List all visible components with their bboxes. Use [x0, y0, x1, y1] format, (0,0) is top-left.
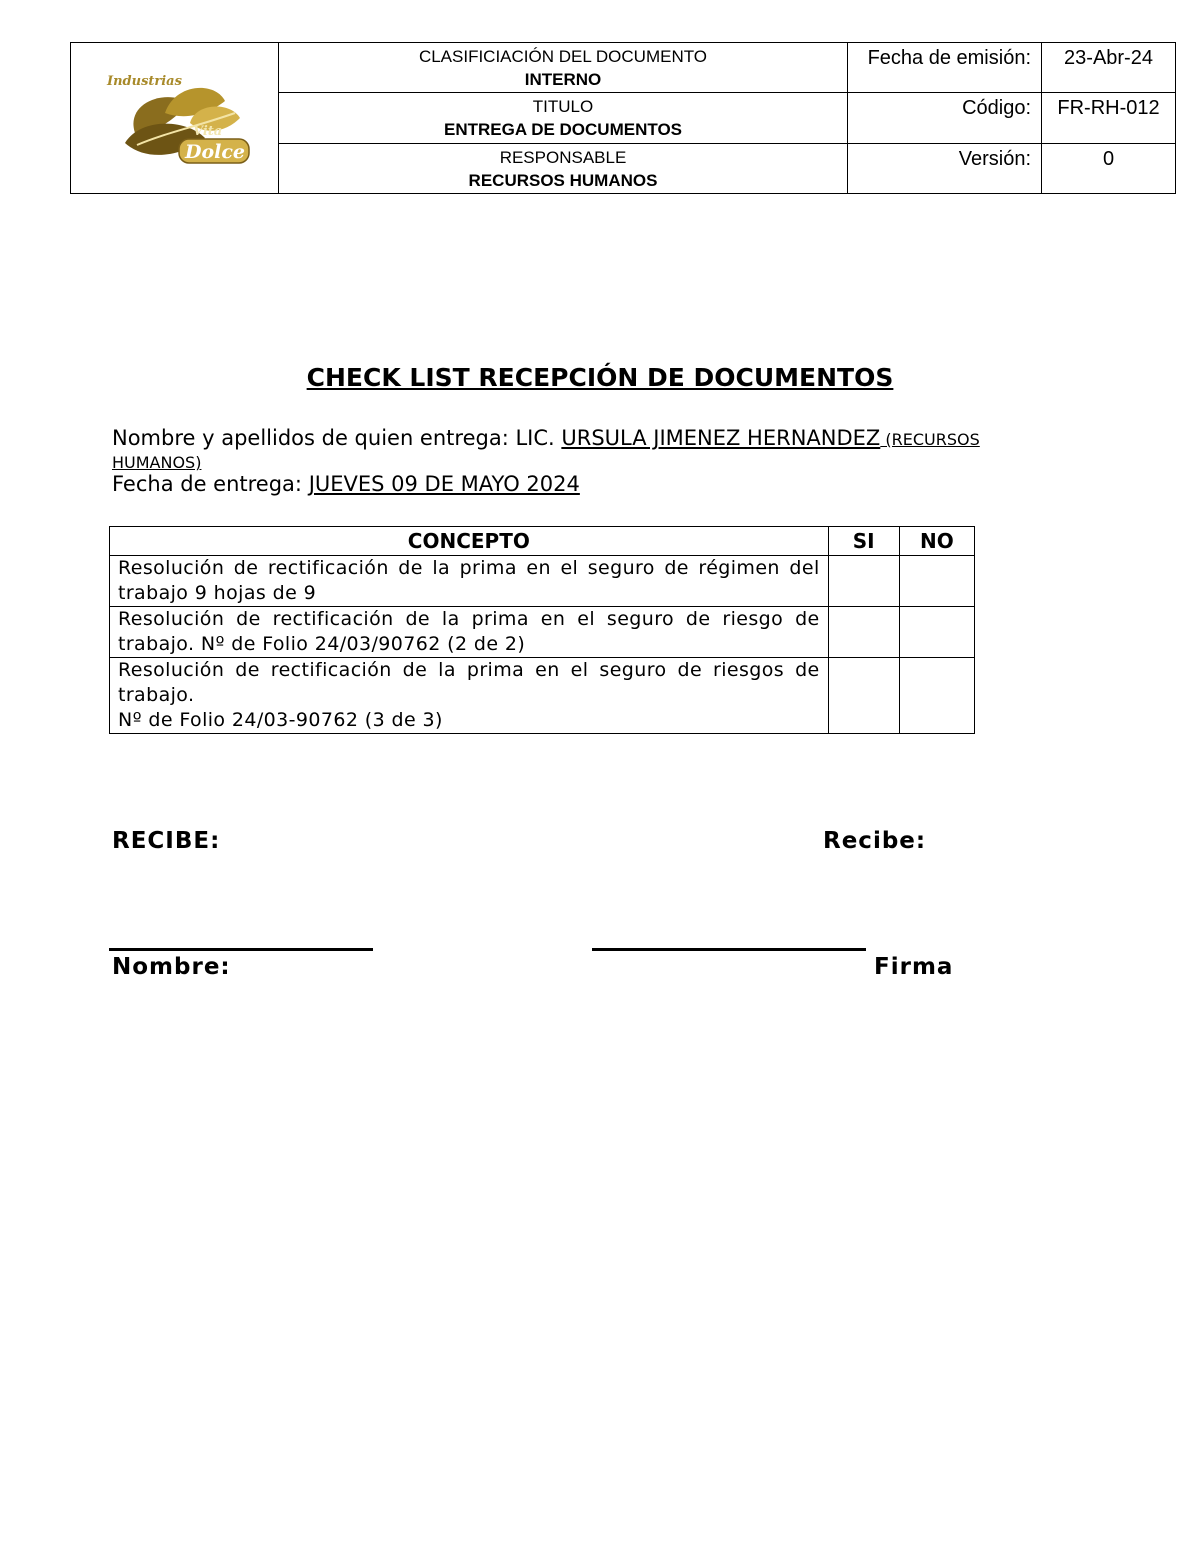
- deliverer-name: URSULA JIMENEZ HERNANDEZ: [561, 426, 881, 450]
- no-header: NO: [899, 527, 974, 556]
- delivery-date-line: [112, 472, 580, 496]
- classification-label: CLASIFICIACIÓN DEL DOCUMENTO: [418, 47, 708, 66]
- logo-text-mid: Vita: [192, 124, 222, 139]
- delivery-date-label: Fecha de entrega:: [112, 472, 309, 496]
- code-label: Código:: [848, 93, 1042, 143]
- header-table: [70, 42, 1176, 194]
- table-row: [110, 607, 975, 658]
- concept-cell: [110, 658, 829, 734]
- no-checkbox-cell[interactable]: [899, 556, 974, 607]
- deliverer-dept-open: (RECURSOS: [880, 430, 980, 449]
- title-label: TITULO: [532, 97, 594, 117]
- checklist-table: [109, 526, 975, 734]
- deliverer-label: Nombre y apellidos de quien entrega: LIC.: [112, 426, 562, 450]
- classification-cell: [279, 43, 848, 93]
- logo-cell: [71, 43, 279, 194]
- concept-cell: Resolución de rectificación de la prima en el seguro de régimen del trabajo 9 hojas de 9: [110, 556, 829, 607]
- responsible-label: RESPONSABLE: [499, 147, 627, 167]
- concept-line: Nº de Folio 24/03-90762 (3 de 3): [118, 709, 443, 731]
- code-value: FR-RH-012: [1042, 93, 1176, 143]
- recibe-right-label: Recibe:: [823, 828, 927, 854]
- classification-value: INTERNO: [524, 70, 602, 89]
- title-value: ENTREGA DE DOCUMENTOS: [443, 120, 683, 140]
- yes-checkbox-cell[interactable]: [828, 607, 899, 658]
- yes-header: SI: [828, 527, 899, 556]
- no-checkbox-cell[interactable]: [899, 658, 974, 734]
- issue-date-label: Fecha de emisión:: [848, 43, 1042, 93]
- yes-checkbox-cell[interactable]: [828, 556, 899, 607]
- signature-line: [592, 948, 866, 951]
- table-row: [110, 658, 975, 734]
- title-cell: [279, 93, 848, 143]
- table-row: [110, 556, 975, 607]
- name-label: Nombre:: [112, 954, 231, 980]
- no-checkbox-cell[interactable]: [899, 607, 974, 658]
- concept-header: CONCEPTO: [110, 527, 829, 556]
- concept-line: Resolución de rectificación de la prima en el seguro de riesgos de trabajo.: [118, 659, 820, 706]
- recibe-left-label: RECIBE:: [112, 828, 221, 854]
- logo-text-top: Industrias: [106, 74, 182, 89]
- version-label: Versión:: [848, 143, 1042, 193]
- sign-label: Firma: [874, 954, 954, 980]
- document-title: CHECK LIST RECEPCIÓN DE DOCUMENTOS: [306, 363, 894, 392]
- company-logo: [95, 63, 255, 173]
- yes-checkbox-cell[interactable]: [828, 658, 899, 734]
- logo-text-brand: Dolce: [184, 141, 245, 163]
- name-signature-line: [109, 948, 373, 951]
- issue-date-value: 23-Abr-24: [1042, 43, 1176, 93]
- version-value: 0: [1042, 143, 1176, 193]
- responsible-value: RECURSOS HUMANOS: [468, 170, 658, 190]
- responsible-cell: [279, 143, 848, 193]
- delivery-date-value: JUEVES 09 DE MAYO 2024: [308, 472, 580, 496]
- deliverer-line: [112, 424, 1102, 472]
- deliverer-dept-close: HUMANOS): [112, 453, 202, 472]
- concept-cell: Resolución de rectificación de la prima en el seguro de riesgo de trabajo. Nº de Folio 24/03/90762 (2 de 2): [110, 607, 829, 658]
